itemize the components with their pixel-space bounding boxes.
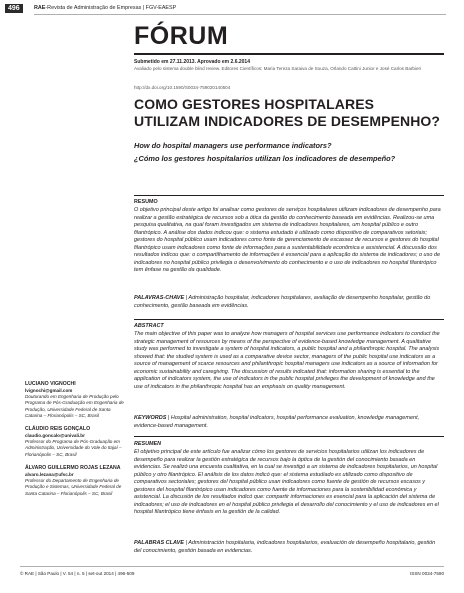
- author-affiliation: Professor do Programa de Pós-Graduação em Administração, Universidade do Vale do Itajaí – Florianópolis – SC, Brasil: [25, 439, 122, 457]
- journal-name: [34, 5, 176, 11]
- resumen-keywords-text: | Administración hospitalaria, indicadores hospitalarios, evaluación de desempeño hospitalario, gestión del conocimiento, gestión basada en evidencias.: [134, 540, 436, 554]
- doi-link[interactable]: http://dx.doi.org/10.1590/S0034-759020140504: [134, 85, 231, 90]
- author-block: [25, 465, 125, 497]
- submission-dates: Submetido em 27.11.2013. Aprovado em 2.6.2014: [134, 59, 250, 65]
- resumo-keywords-text: | Administração hospitalar, indicadores hospitalares, avaliação de desempenho hospitalar, gestão do conhecimento, gestão baseada em evidências.: [134, 295, 431, 309]
- section-title-rule: [134, 53, 444, 55]
- abstract-keywords-label: KEYWORDS: [134, 415, 167, 421]
- running-header: [0, 0, 464, 19]
- author-list: [25, 381, 125, 504]
- resumo-body: O objetivo principal deste artigo foi analisar como gestores de serviços hospitalares utilizam indicadores de desempenho para realizar a gestão estratégica de recursos sob a ótica da gestão do conhecimento baseada em evidências. Realizou-se uma pesquisa qualitativa, na qual foram investigados um sistema de indicadores hospitalares, um hospital público e outro filantrópico. A análise dos dados indicou que: o sistema estudado é utilizado como dispositivo de comparativos setoriais; gestores do hospital público usam indicadores como fonte de gerenciamento de escassez de recursos e gestores do hospital filantrópico usam indicadores como fonte de informações para a sustentabilidade econômica e assistencial. A discussão dos resultados indicou que: o compartilhamento de informações é essencial para a aplicação do sistema de indicadores; o uso de indicadores no hospital público privilegia o desenvolvimento do conhecimento e o uso de indicadores no hospital filantrópico tem ênfase na gestão da qualidade.: [134, 207, 441, 273]
- author-name: ÁLVARO GUILLERMO ROJAS LEZANA: [25, 465, 121, 472]
- resumo-keywords: [134, 295, 444, 310]
- resumo-keywords-label: PALAVRAS-CHAVE: [134, 295, 185, 301]
- author-name: CLÁUDIO REIS GONÇALO: [25, 426, 91, 433]
- footer-issn: ISSN 0034-7590: [410, 571, 444, 576]
- author-email[interactable]: claudio.goncalo@univali.br: [25, 433, 85, 439]
- author-affiliation: Professor do Departamento de Engenharia de Produção e Sistemas, Universidade Federal de Santa Catarina – Florianópolis – SC, Brasil: [25, 478, 122, 496]
- resumen-rule: [134, 436, 444, 437]
- article-title-spanish: ¿Cómo los gestores hospitalarios utilizan los indicadores de desempeño?: [134, 154, 396, 163]
- footer-rule: [20, 566, 444, 567]
- abstract-keywords: [134, 415, 444, 430]
- author-email[interactable]: alvaro.lezana@ufsc.br: [25, 472, 74, 478]
- author-affiliation: Doutorando em Engenharia de Produção pelo Programa de Pós-Graduação em Engenharia de Produção, Universidade Federal de Santa Catarina – Florianópolis – SC, Brasil: [25, 394, 124, 418]
- article-title: COMO GESTORES HOSPITALARES UTILIZAM INDICADORES DE DESEMPENHO?: [134, 96, 441, 129]
- abstract-keywords-text: | Hospital administration, hospital indicators, hospital performance evaluation, knowledge management, evidence-based management.: [134, 415, 420, 429]
- author-block: [25, 426, 125, 458]
- resumen-keywords-label: PALABRAS CLAVE: [134, 540, 184, 546]
- header-rule: [34, 14, 446, 15]
- abstract-rule: [134, 319, 444, 320]
- resumen-body: El objetivo principal de este artículo fue analizar cómo los gestores de servicios hospitalarios utilizan los indicadores de desempeño para realizar la gestión estratégica de recursos bajo la óptica de la gestión del conocimiento basada en evidencias. Se realizó una encuesta cualitativa, en la cual se investigó a un sistema de indicadores hospitalarios, un hospital público y otro filantrópico. El análisis de los datos indicó que: el sistema estudiado es utilizado como dispositivo de comparativos sectoriales; gestores del hospital público usan indicadores como fuente de gestión de recursos escasos y gestores del hospital filantrópico usan indicadores como fuente de informaciones para la sostenibilidad económica y asistencial. La discusión de los resultados indicó que: compartir informaciones es esencial para la aplicación del sistema de indicadores; el uso de indicadores en el hospital público privilegia el desarrollo del conocimiento y el uso de indicadores en el hospital filantrópico tiene énfasis en la gestión de la calidad.: [134, 449, 439, 515]
- resumen-keywords: [134, 540, 444, 555]
- journal-rest: -Revista de Administração de Empresas | FGV-EAESP: [45, 5, 177, 11]
- page-number: 496: [5, 4, 23, 13]
- review-note: Avaliado pelo sistema double blind review. Editores Científicos: Maria Tereza Saraiva de Souza, Orlando Cattini Junior e José Carlos Barbieri: [134, 66, 422, 71]
- section-title: FÓRUM: [134, 22, 229, 50]
- resumo-heading: RESUMO: [134, 199, 158, 205]
- article-title-english: How do hospital managers use performance indicators?: [134, 141, 332, 150]
- footer-citation: © RAE | São Paulo | V. 54 | n. 5 | set-out 2014 | 496-509: [20, 571, 135, 576]
- author-block: [25, 381, 125, 419]
- abstract-body: The main objective of this paper was to analyze how managers of hospital services use performance indicators to conduct the strategic management of resources by means of the perspective of evidence-based knowledge management. A qualitative study was performed to investigate a system of hospital indicators, a public hospital and a philanthropic hospital. The analysis showed that: the studied system is used as a comparative device sector, managers of the public hospital use indicators as a source of management of scarce resources and philanthropic hospital managers use indicators as a source of information for economic sustainability and caregiving. The discussion of results indicated that: information sharing is essential to the application of indicators system, the use of indicators in the public hospital privileges the development of knowledge and the use of indicators in the philanthropic hospital has an emphasis on quality management.: [134, 331, 440, 390]
- journal-abbrev: RAE: [34, 5, 46, 11]
- author-email[interactable]: lvignochi@gmail.com: [25, 388, 73, 393]
- resumen-heading: RESUMEN: [134, 441, 161, 447]
- abstract-heading: ABSTRACT: [134, 323, 164, 329]
- author-name: LUCIANO VIGNOCHI: [25, 381, 76, 387]
- resumo-rule: [134, 195, 444, 196]
